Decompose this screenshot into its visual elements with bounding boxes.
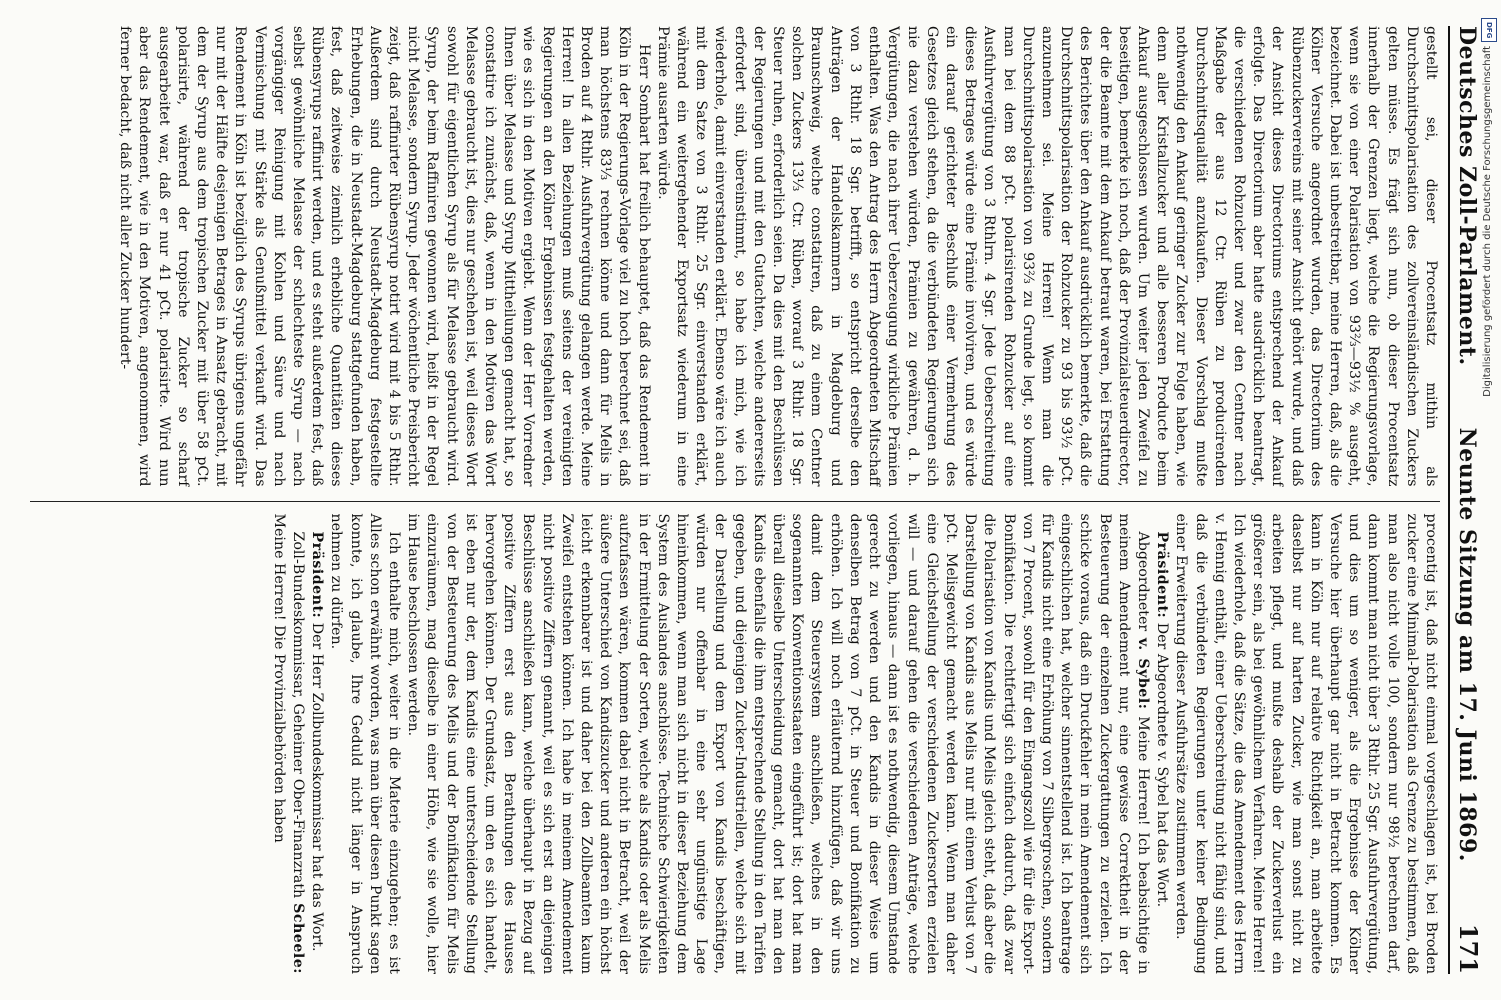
column-right [30,501,1440,975]
president-remark [1152,514,1171,975]
speech [403,514,1152,975]
president-remark [307,514,326,975]
header-session: Neunte Sitzung am 17. Juni 1869. [1454,427,1480,862]
speaker-title: Zoll-Bundeskommissar, Geheimer Ober-Finanzrath [290,531,307,899]
dfg-credit: Digitalisierung gefördert durch die Deutsche Forschungsgemeinschaft [1482,46,1493,397]
page-number: 171 [1454,923,1483,974]
speaker-president: Präsident: [309,531,326,619]
column-left [30,26,1440,487]
speaker-title: Abgeordneter [1134,531,1151,632]
running-header [1448,26,1483,974]
paragraph: Ich enthalte mich, weiter in die Materie einzugehen; es ist Alles schon erwähnt worden, was man über diesen Punkt sagen konnte, ich glaube, Ihre Geduld nicht länger in Anspruch nehmen zu dürfen. [328,513,403,974]
dfg-stamp [1479,18,1499,988]
remark-text: Der Abgeordnete v. Sybel hat das Wort. [1154,622,1171,908]
remark-text: Der Herr Zollbundeskommissar hat das Wort. [309,622,326,952]
speech [269,514,307,975]
speech-text: Meine Herren! Ich beabsichtige in meinem Amendement nur, eine gewisse Correktheit in der Besteuerung der einzelnen Zuckergattungen zu erzielen. Ich schicke voraus, daß ein Druckfehler in mein Amendement sich eingeschlichen hat, welcher sinnentstellend ist. Ich beantrage für Kandis nicht eine Erhöhung von 7 Silbergroschen, sondern von 7 Procent, sowohl für den Eingangszoll wie für die Export-Bonifikation. Die rechtfertigt sich einfach dadurch, daß zwar die Polarisation von Kandis und Melis gleich steht, daß aber die Darstellung von Kandis aus Melis nur mit einem Verlust von 7 pCt. Melisgewicht gemacht werden kann. Wenn man daher eine Gleichstellung der verschiedenen Zuckersorten erzielen will — und darauf gehen die verschiedenen Anträge, welche vorliegen, hinaus — dann ist es nothwendig, diesem Umstande gerecht zu werden und den Kandis in dieser Weise um denselben Betrag von 7 pCt. in Steuer und Bonifikation zu erhöhen. Ich will noch erläuternd hinzufügen, daß wir uns damit dem Steuersystem anschließen, welches in den sogenannten Konventionsstaaten eingeführt ist; dort hat man überall dieselbe Unterscheidung gemacht, dort hat man den Kandis ebenfalls die ihm entsprechende Stellung in den Tarifen gegeben, und diejenigen Zucker-Industriellen, welche sich mit der Darstellung und dem Export von Kandis beschäftigen, würden nur offenbar in eine sehr ungünstige Lage hineinkommen, wenn man sich nicht in dieser Beziehung dem System des Auslandes anschlösse. Technische Schwierigkeiten in der Ermittelung der Sorten, welche als Kandis oder als Melis aufzufassen wären, kommen dabei nicht in Betracht, weil der äußere Unterschied von Kandiszucker und anderen ein höchst leicht erkennbarer ist und daher bei den Zollbeamten kaum Zweifel entstehen können. Ich habe in meinem Amendement nicht positive Ziffern genannt, weil es sich erst an diejenigen Beschlüsse anschließen kann, welche überhaupt in Bezug auf positive Ziffern erst aus den Berathungen des Hauses hervorgehen können. Der Grundsatz, um den es sich handelt, ist eben nur der, dem Kandis eine unterscheidende Stellung von der Besteuerung des Melis und der Bonifikation für Melis einzuräumen, mag dieselbe in einer Höhe, wie sie wolle, hier im Hause beschlossen werden. [405,513,1151,974]
speaker-sybel: v. Sybel: [1134,637,1151,710]
speech-text: Meine Herren! Die Provinzialbehörden haben [270,513,287,843]
dfg-logo: DFG [1481,18,1497,42]
paragraph: procentig ist, daß nicht einmal vorgeschlagen ist, bei Broden zucker eine Minimal-Polarisation als Grenze zu bestimmen, daß man also nicht volle 100, sondern nur 98½ berechnen darf, dann kommt man nicht über 3 Rthlr. 25 Sgr. Ausfuhrvergütung, und dies um so weniger, als die Ergebnisse der Kölner Versuche hier überhaupt gar nicht in Betracht kommen. Es kann in Köln nur auf relative Richtigkeit an, man arbeitete daselbst nur auf harten Zucker, wie man sonst nicht zu arbeiten pflegt, und mußte deshalb der Zuckerverlust ein größerer sein, als bei gewöhnlichem Verfahren. Meine Herren! Ich wiederhole, daß die Sätze, die das Amendement des Herrn v. Hennig enthält, einer Ueberschreitung nicht fähig sind, und daß die verbündeten Regierungen unter keiner Bedingung einer Erweiterung dieser Ausfuhrsätze zustimmen werden. [1173,513,1439,974]
text-columns [30,26,1440,974]
header-publication: Deutsches Zoll-Parlament. [1454,26,1480,366]
speaker-president: Präsident: [1154,531,1171,619]
paragraph: Herr Sombart hat freilich behauptet, daß das Rendement in Köln in der Regierungs-Vorlage viel zu hoch berechnet sei, daß man höchstens 83⅓ rechnen könne und dann für Melis in Broden auf 4 Rthlr. Ausfuhrvergütung gelangen werde. Meine Herren! In allen Beziehungen muß seitens der vereinigten Regierungen an den Kölner Ergebnissen festgehalten werden, wie es sich in den Motiven ergiebt. Wenn der Herr Vorredner Ihnen über Melasse und Syrup Mittheilungen gemacht hat, so constatire ich zunächst, daß, wenn in den Motiven das Wort Melasse gebraucht ist, dies nur geschehen ist, weil dieses Wort sowohl für eigentlichen Syrup als für Melasse gebraucht wird. Syrup, der beim Raffiniren gewonnen wird, heißt in der Regel nicht Melasse, sondern Syrup. Jeder wöchentliche Preisbericht zeigt, daß raffinirter Rübensyrup notirt wird mit 4 bis 5 Rthlr. Außerdem sind durch Neustadt-Magdeburg festgestellte Erhebungen, die in Neustadt-Magdeburg stattgefunden haben, fest, daß zeitweise ziemlich erhebliche Quantitäten dieses Rübensyrups raffinirt werden, und es steht außerdem fest, daß selbst gewöhnliche Melasse der schlechteste Syrup — nach vorgängiger Reinigung mit Kohlen und Säure und nach Vermischung mit Stärke als Genußmittel verkauft wird. Das Rendement in Köln ist bezüglich des Syrups übrigens ungefähr nur mit der Hälfte desjenigen Betrages in Ansatz gebracht, mit dem der Syrup aus dem tropischen Zucker mit über 58 pCt. polarisirte, während der tropische Zucker so scharf ausgearbeitet war, daß er nur 41 pCt. polarisirte. Wird nun aber das Rendement, wie in den Motiven, angenommen, wird ferner bedacht, daß nicht aller Zucker hundert- [117,26,652,487]
speaker-scheele: Scheele: [290,903,307,974]
paragraph: gestellt sei, dieser Procentsatz mithin als Durchschnittspolarisation des zollvereinsländischen Zuckers gelten müsse. Es frägt sich nun, ob dieser Procentsatz innerhalb der Grenzen liegt, welche die Regierungsvorlage, wenn sie von einer Polarisation von 93⅔—93½ % ausgeht, bezeichnet. Dabei ist unbestreitbar, meine Herren, daß, als die Kölner Versuche angeordnet wurden, das Directorium des Rübenzuckervereins mit seiner Ansicht gehört wurde, und daß der Ansicht dieses Directoriums entsprechend der Ankauf erfolgte. Das Directorium aber hatte ausdrücklich beantragt, die verschiedenen Rohzucker und zwar den Centner nach Maßgabe der aus 12 Ctr. Rüben zu producirenden Durchschnittsqualität anzukaufen. Dieser Vorschlag mußte nothwendig den Ankauf geringer Zucker zur Folge haben, wie denn aller Kristallzucker und alle besseren Producte beim Ankauf ausgeschlossen wurden. Um weiter jeden Zweifel zu beseitigen, bemerke ich noch, daß der Provinzialsteuerdirector, der die Beamte mit dem Ankauf betraut waren, bei Erstattung des Berichtes über den Ankauf ausdrücklich bemerkte, daß die Durchschnittspolarisation der Rohzucker zu 93 bis 93½ pCt. anzunehmen sei. Meine Herren! Wenn man die Durchschnittspolarisation von 93⅔ zu Grunde legt, so kommt man bei dem 88 pCt. polarisirenden Rohzucker auf eine Ausfuhrvergütung von 3 Rthlrn. 4 Sgr. Jede Ueberschreitung dieses Betrages würde eine Prämie involviren, und es würde ein darauf gerichteter Beschluß einer Vermehrung des Gesetzes gleich stehen, da die verbündeten Regierungen sich nie dazu verstehen würden, Prämien zu gewähren, d. h. Vergütungen, die nach ihrer Ueberzeugung wirkliche Prämien enthalten. Was den Antrag des Herrn Abgeordneten Mitschaff von 3 Rthlr. 18 Sgr. betrifft, so entspricht derselbe den Anträgen der Handelskammern in Magdeburg und Braunschweig, welche constatiren, daß zu einem Centner solchen Zuckers 13⅓ Ctr. Rüben, worauf 3 Rthlr. 18 Sgr. Steuer ruhen, erforderlich seien. Da dies mit den Beschlüssen der Regierungen und mit den Gutachten, welche andererseits erfordert sind, übereinstimmt, so habe ich mich, wie ich wiederhole, damit einverstanden erklärt. Ebenso wäre ich auch mit dem Satze von 3 Rthlr. 25 Sgr. einverstanden erklärt, während ein weitergehender Exportsatz wiederum in eine Prämie ausarten würde. [654,26,1439,487]
